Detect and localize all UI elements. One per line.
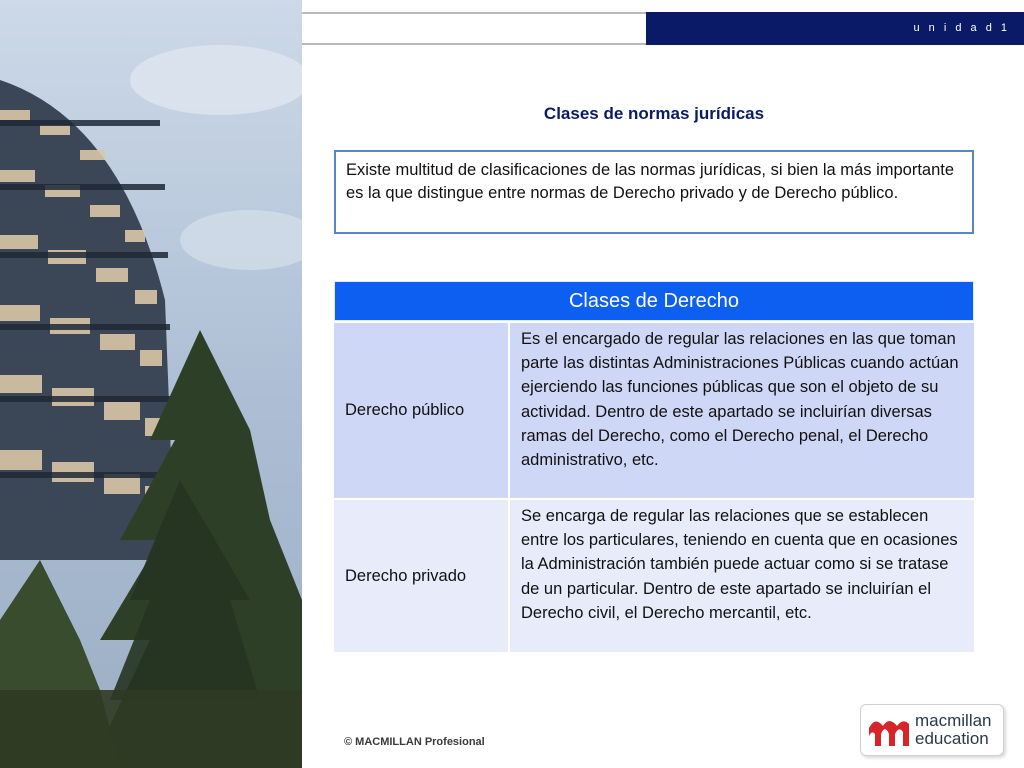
building-illustration — [0, 0, 302, 768]
table-cell-term: Derecho público — [334, 323, 510, 498]
logo-text — [915, 712, 992, 748]
copyright-text: © MACMILLAN Profesional — [344, 736, 485, 748]
table-header: Clases de Derecho — [334, 281, 974, 321]
intro-text-box: Existe multitud de clasificaciones de las normas jurídicas, si bien la más importante es la que distingue entre normas de Derecho privado y de Derecho público. — [334, 150, 974, 234]
table-cell-term: Derecho privado — [334, 500, 510, 652]
header-bar-white — [302, 12, 646, 45]
law-classes-table — [334, 281, 974, 652]
logo-line-education: education — [915, 729, 989, 748]
unit-label: u n i d a d 1 — [913, 22, 1010, 34]
table-row — [334, 498, 974, 652]
table-row — [334, 321, 974, 498]
macmillan-education-logo — [860, 704, 1004, 756]
table-cell-definition: Se encarga de regular las relaciones que se establecen entre los particulares, teniendo en cuenta que en ocasiones la Administración también puede actuar como si se tratase de un particular. Dentro de este apartado se incluirían el Derecho civil, el Derecho mercantil, etc. — [510, 500, 974, 652]
header-bar-navy — [646, 12, 1024, 45]
table-cell-definition: Es el encargado de regular las relaciones en las que toman parte las distintas Administraciones Públicas cuando actúan ejerciendo las funciones públicas que son el objeto de su actividad. Dentro de este apartado se incluirían diversas ramas del Derecho, como el Derecho penal, el Derecho administrativo, etc. — [510, 323, 974, 498]
building-photo — [0, 0, 302, 768]
slide-title: Clases de normas jurídicas — [543, 104, 765, 123]
macmillan-logo-icon — [867, 710, 911, 750]
logo-line-macmillan: macmillan — [915, 711, 992, 730]
